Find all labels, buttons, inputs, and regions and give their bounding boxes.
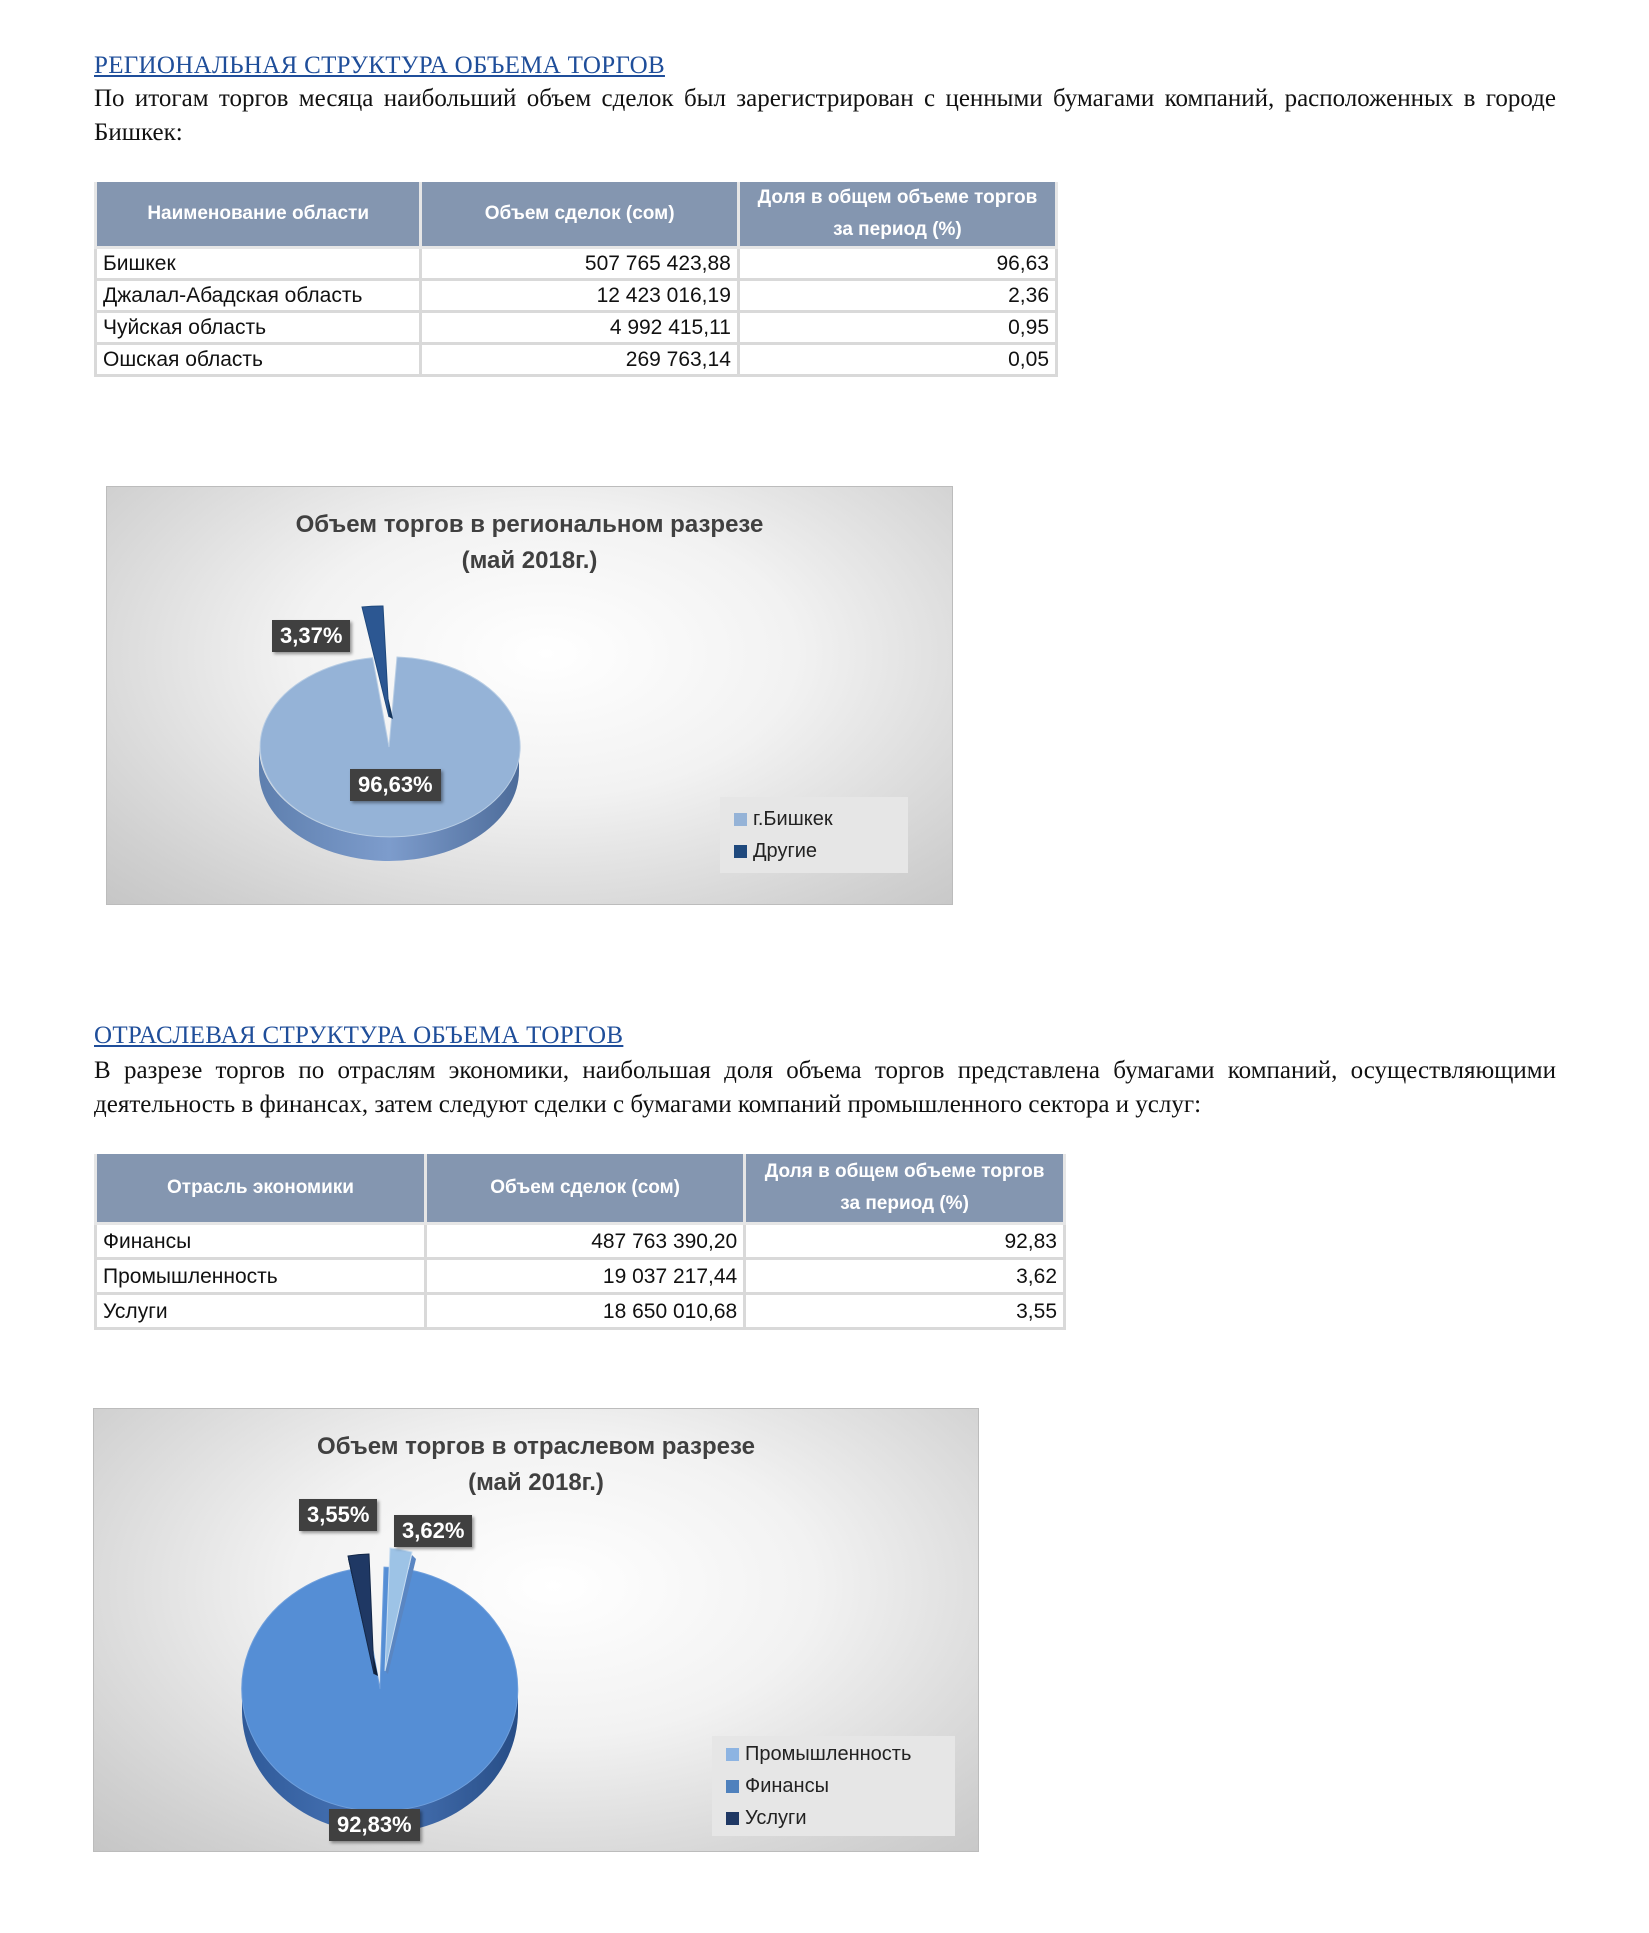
regional-pie-chart	[106, 486, 953, 905]
chart-title-line2: (май 2018г.)	[461, 547, 598, 574]
table-cell: Джалал-Абадская область	[96, 280, 421, 312]
table-cell: 487 763 390,20	[426, 1224, 745, 1259]
legend-label: Другие	[753, 839, 818, 862]
table-cell: 12 423 016,19	[421, 280, 739, 312]
data-label-others: 3,37%	[272, 620, 350, 652]
table-cell: 0,95	[738, 312, 1056, 344]
legend-swatch-icon	[726, 1812, 739, 1825]
table-cell: 507 765 423,88	[421, 248, 739, 280]
data-label-finance: 92,83%	[329, 1809, 420, 1841]
pie-slice-bishkek	[260, 657, 520, 837]
table-row	[96, 1224, 1065, 1259]
table-cell: 3,55	[745, 1294, 1065, 1329]
legend-label: Услуги	[745, 1806, 807, 1829]
table-cell: 0,05	[738, 344, 1056, 376]
table-cell: Промышленность	[96, 1259, 426, 1294]
table-header-row	[96, 182, 1057, 248]
data-label-industry: 3,62%	[394, 1515, 472, 1547]
column-header: Объем сделок (сом)	[421, 182, 739, 248]
table-cell: 19 037 217,44	[426, 1259, 745, 1294]
chart-legend	[712, 1736, 955, 1836]
table-cell: 269 763,14	[421, 344, 739, 376]
regional-paragraph: По итогам торгов месяца наибольший объем сделок был зарегистрирован с ценными бумагами компаний, расположенных в городе Бишкек:	[94, 85, 1556, 146]
legend-item	[726, 1770, 941, 1802]
sectoral-paragraph: В разрезе торгов по отраслям экономики, наибольшая доля объема торгов представлена бумагами компаний, осуществляющими деятельность в финансах, затем следуют сделки с бумагами компаний промышленного сектора и услуг:	[94, 1057, 1556, 1118]
column-header: Доля в общем объеме торгов за период (%)	[738, 182, 1056, 248]
sectoral-pie-chart	[93, 1408, 979, 1852]
legend-label: г.Бишкек	[753, 807, 833, 830]
table-cell: 2,36	[738, 280, 1056, 312]
legend-label: Финансы	[745, 1774, 829, 1797]
table-row	[96, 1294, 1065, 1329]
table-cell: Чуйская область	[96, 312, 421, 344]
table-cell: 3,62	[745, 1259, 1065, 1294]
pie-slice-finance	[242, 1567, 518, 1811]
sectoral-table	[94, 1154, 1066, 1330]
data-label-services: 3,55%	[299, 1499, 377, 1531]
legend-swatch-icon	[726, 1748, 739, 1761]
table-row	[96, 248, 1057, 280]
table-cell: Ошская область	[96, 344, 421, 376]
legend-swatch-icon	[734, 813, 747, 826]
chart-title-line2: (май 2018г.)	[468, 1469, 604, 1496]
table-row	[96, 1259, 1065, 1294]
table-cell: 18 650 010,68	[426, 1294, 745, 1329]
table-cell: Бишкек	[96, 248, 421, 280]
section-heading-sectoral: ОТРАСЛЕВАЯ СТРУКТУРА ОБЪЕМА ТОРГОВ	[94, 1022, 624, 1049]
legend-item	[734, 803, 894, 835]
data-label-bishkek: 96,63%	[350, 769, 441, 801]
table-header-row	[96, 1154, 1065, 1224]
legend-item	[726, 1738, 941, 1770]
legend-item	[726, 1802, 941, 1834]
table-cell: 92,83	[745, 1224, 1065, 1259]
column-header: Отрасль экономики	[96, 1154, 426, 1224]
column-header: Наименование области	[96, 182, 421, 248]
chart-legend	[720, 797, 908, 873]
chart-title-line1: Объем торгов в отраслевом разрезе	[317, 1433, 755, 1460]
table-row	[96, 280, 1057, 312]
table-row	[96, 344, 1057, 376]
table-row	[96, 312, 1057, 344]
legend-swatch-icon	[726, 1780, 739, 1793]
legend-label: Промышленность	[745, 1742, 912, 1765]
table-cell: Финансы	[96, 1224, 426, 1259]
regional-table	[94, 182, 1058, 377]
column-header: Доля в общем объеме торгов за период (%)	[745, 1154, 1065, 1224]
legend-item	[734, 835, 894, 867]
section-heading-regional: РЕГИОНАЛЬНАЯ СТРУКТУРА ОБЪЕМА ТОРГОВ	[94, 52, 665, 79]
column-header: Объем сделок (сом)	[426, 1154, 745, 1224]
chart-title-line1: Объем торгов в региональном разрезе	[295, 511, 764, 538]
table-cell: 96,63	[738, 248, 1056, 280]
table-cell: Услуги	[96, 1294, 426, 1329]
table-cell: 4 992 415,11	[421, 312, 739, 344]
legend-swatch-icon	[734, 845, 747, 858]
